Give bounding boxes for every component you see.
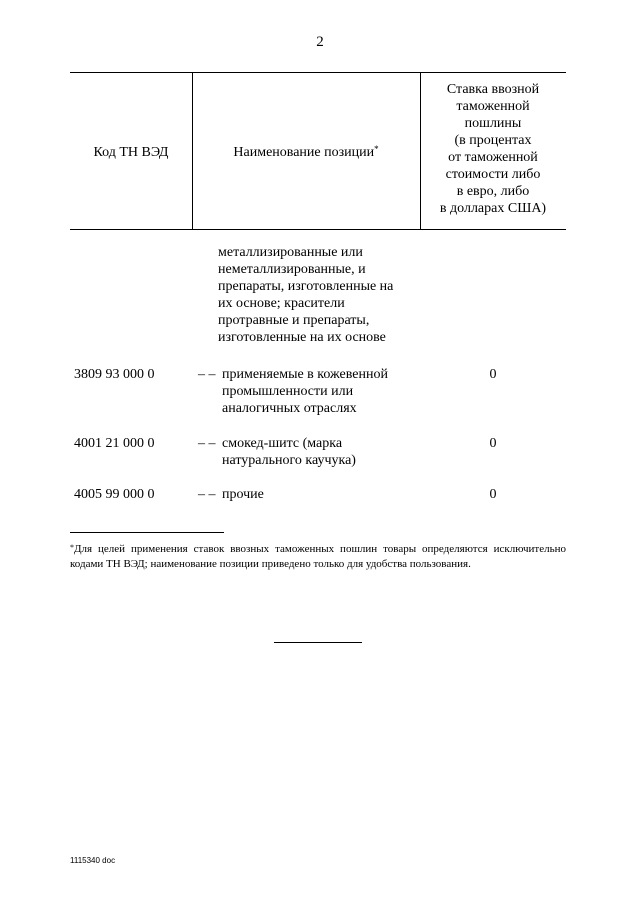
row-rate: 0 — [489, 367, 497, 382]
row-description — [222, 486, 422, 503]
header-rate-line: таможенной — [456, 99, 530, 114]
row-description-line: промышленности или — [222, 384, 354, 399]
row-description-line: смокед-шитс (марка — [222, 436, 343, 451]
header-rate — [420, 81, 566, 217]
row-description-line: аналогичных отраслях — [222, 401, 357, 416]
continuation-line: протравные и препараты, — [218, 313, 370, 328]
page-number: 2 — [316, 34, 324, 50]
header-rate-line: в евро, либо — [456, 184, 530, 199]
header-rate-line: (в процентах — [454, 133, 532, 148]
row-description-line: применяемые в кожевенной — [222, 367, 388, 382]
row-rate: 0 — [489, 436, 497, 451]
continuation-line: препараты, изготовленные на — [218, 279, 394, 294]
header-rate-line: Ставка ввозной — [446, 82, 540, 97]
row-dash: – – — [198, 487, 216, 502]
header-code: Код ТН ВЭД — [93, 145, 169, 160]
row-code: 4005 99 000 0 — [74, 487, 155, 502]
continuation-description — [218, 244, 428, 346]
footnote-marker-header: * — [374, 144, 379, 154]
footnote-text: Для целей применения ставок ввозных таможенных пошлин товары определяются исключительно кодами ТН ВЭД; наименование позиции приведено только для удобства пользования. — [70, 543, 566, 570]
row-dash: – – — [198, 367, 216, 382]
table-header-bottom-rule — [70, 229, 566, 230]
row-description-line: прочие — [222, 487, 264, 502]
header-name — [192, 144, 420, 161]
footnote-separator — [70, 532, 224, 533]
end-of-document-rule — [274, 642, 362, 643]
footnote-marker: * — [70, 543, 74, 552]
header-rate-line: от таможенной — [448, 150, 538, 165]
header-rate-line: стоимости либо — [445, 167, 541, 182]
header-name-text: Наименование позиции — [233, 145, 375, 160]
row-code: 3809 93 000 0 — [74, 367, 155, 382]
row-description — [222, 435, 422, 469]
continuation-line: изготовленные на их основе — [218, 330, 386, 345]
continuation-line: неметаллизированные, и — [218, 262, 366, 277]
header-rate-line: пошлины — [464, 116, 522, 131]
table-top-rule — [70, 72, 566, 73]
continuation-line: металлизированные или — [218, 245, 363, 260]
row-rate: 0 — [489, 487, 497, 502]
continuation-line: их основе; красители — [218, 296, 345, 311]
document-id: 1115340 doc — [70, 856, 116, 865]
row-description-line: натурального каучука) — [222, 453, 356, 468]
footnote — [70, 542, 566, 572]
row-description — [222, 366, 422, 417]
row-code: 4001 21 000 0 — [74, 436, 155, 451]
row-dash: – – — [198, 436, 216, 451]
header-rate-line: в долларах США) — [439, 201, 547, 216]
